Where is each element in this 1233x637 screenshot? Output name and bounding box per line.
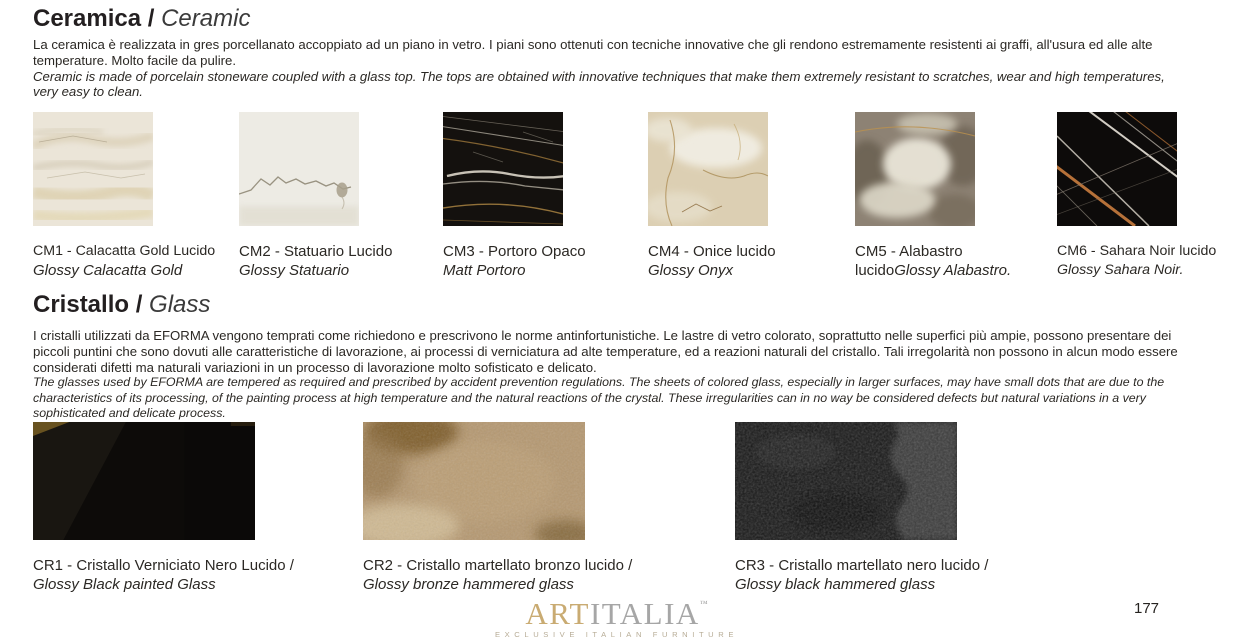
material-label — [443, 242, 645, 280]
material-card-cm5 — [855, 112, 1057, 280]
material-name-english: Glossy Sahara Noir. — [1057, 262, 1184, 278]
material-card-cr1 — [33, 422, 373, 594]
material-label: CM5 - Alabastro lucidoGlossy Alabastro. — [855, 242, 1057, 280]
material-name-english: Glossy Onyx — [648, 262, 734, 279]
glass-description — [33, 328, 1185, 422]
material-card-cm4 — [648, 112, 850, 280]
ceramic-section-title — [33, 6, 250, 32]
material-label — [648, 242, 850, 280]
glass-description-italian: I cristalli utilizzati da EFORMA vengono temprati come richiedono e prescrivono le norme antinfortunistiche. Le lastre di vetro colorato, soprattutto nelle superfici più ampie, possono presentare dei piccoli puntini che sono dovuti alle caratteristiche di lavorazione, ai processi di verniciatura ad alte temperature, ed a reazioni naturali del cristallo. Tali irregolarità non possono in alcun modo essere considerati difetti ma naturali variazioni in un processo di lavorazione molto sofisticato e delicato. — [33, 328, 1178, 375]
swatch-cm5-alabastro — [855, 112, 975, 226]
material-card-cm3 — [443, 112, 645, 280]
material-name-english: Glossy black hammered glass — [735, 576, 936, 593]
glass-description-english: The glasses used by EFORMA are tempered as required and prescribed by accident prevention regulations. The sheets of colored glass, especially in larger surfaces, may have small dots that are due to the characteristics of its processing, of the painting process at high temperature and the natural reactions of the crystal. These irregularities can in no way be considered defects but natural variations in a very sophisticated and delicate process. — [33, 375, 1165, 421]
logo-tagline: EXCLUSIVE ITALIAN FURNITURE — [494, 630, 739, 637]
material-label — [239, 242, 441, 280]
material-code: CM5 - Alabastro — [855, 243, 963, 260]
swatch-cr1-black-glass — [33, 422, 255, 540]
swatch-cm1-calacatta-gold — [33, 112, 153, 226]
material-code: CR2 - Cristallo martellato bronzo lucido / — [363, 557, 633, 574]
title-separator: / — [129, 291, 150, 318]
swatch-cm4-onice — [648, 112, 768, 226]
material-name-english: Glossy Alabastro. — [894, 262, 1012, 279]
ceramic-description-italian: La ceramica è realizzata in gres porcellanato accoppiato ad un piano in vetro. I piani sono ottenuti con tecniche innovative che gli rendono estremamente resistenti ai graffi, all'usura ed alle alte temperature. Molto facile da pulire. — [33, 37, 1153, 68]
ceramic-description-english: Ceramic is made of porcelain stoneware coupled with a glass top. The tops are obtained with innovative techniques that make them extremely resistant to scratches, wear and high temperatures, very easy to clean. — [33, 68, 1165, 100]
swatch-cm6-sahara-noir — [1057, 112, 1177, 226]
ceramic-title-english: Ceramic — [161, 5, 251, 32]
material-code: CM6 - Sahara Noir lucido — [1057, 243, 1217, 259]
material-name-english: Glossy bronze hammered glass — [363, 576, 574, 593]
title-separator: / — [141, 5, 162, 32]
glass-section-title — [33, 292, 210, 318]
artitalia-logo — [495, 588, 738, 637]
swatch-cr2-bronze-hammered-glass — [363, 422, 585, 540]
material-card-cr3 — [735, 422, 1075, 594]
material-name-english: Glossy Statuario — [239, 262, 350, 279]
material-card-cm6 — [1057, 112, 1233, 280]
material-code: CM3 - Portoro Opaco — [443, 243, 586, 260]
material-code: CR3 - Cristallo martellato nero lucido / — [735, 557, 989, 574]
logo-text-art: ART — [525, 596, 590, 631]
logo-text-italia: ITALIA — [589, 596, 700, 631]
material-label — [735, 556, 1075, 594]
swatch-cr3-black-hammered-glass — [735, 422, 957, 540]
material-label — [1057, 242, 1233, 280]
material-card-cm2 — [239, 112, 441, 280]
material-code: CM4 - Onice lucido — [648, 243, 776, 260]
swatch-cm3-portoro — [443, 112, 563, 226]
glass-title-italian: Cristallo — [33, 291, 130, 318]
material-code: CR1 - Cristallo Verniciato Nero Lucido / — [33, 557, 294, 574]
swatch-cm2-statuario — [239, 112, 359, 226]
ceramic-description — [33, 37, 1185, 100]
material-card-cr2 — [363, 422, 703, 594]
glass-title-english: Glass — [149, 291, 211, 318]
material-code: CM2 - Statuario Lucido — [239, 243, 393, 260]
material-label — [33, 556, 373, 594]
material-card-cm1 — [33, 112, 235, 280]
trademark-symbol: ™ — [699, 599, 708, 608]
material-name-english: Glossy Black painted Glass — [33, 576, 216, 593]
material-name-english: Glossy Calacatta Gold — [33, 262, 183, 279]
material-label — [33, 242, 235, 280]
material-name-english: Matt Portoro — [443, 262, 526, 279]
material-code: CM1 - Calacatta Gold Lucido — [33, 243, 216, 259]
page-number: 177 — [1134, 600, 1160, 617]
ceramic-title-italian: Ceramica — [33, 5, 142, 32]
